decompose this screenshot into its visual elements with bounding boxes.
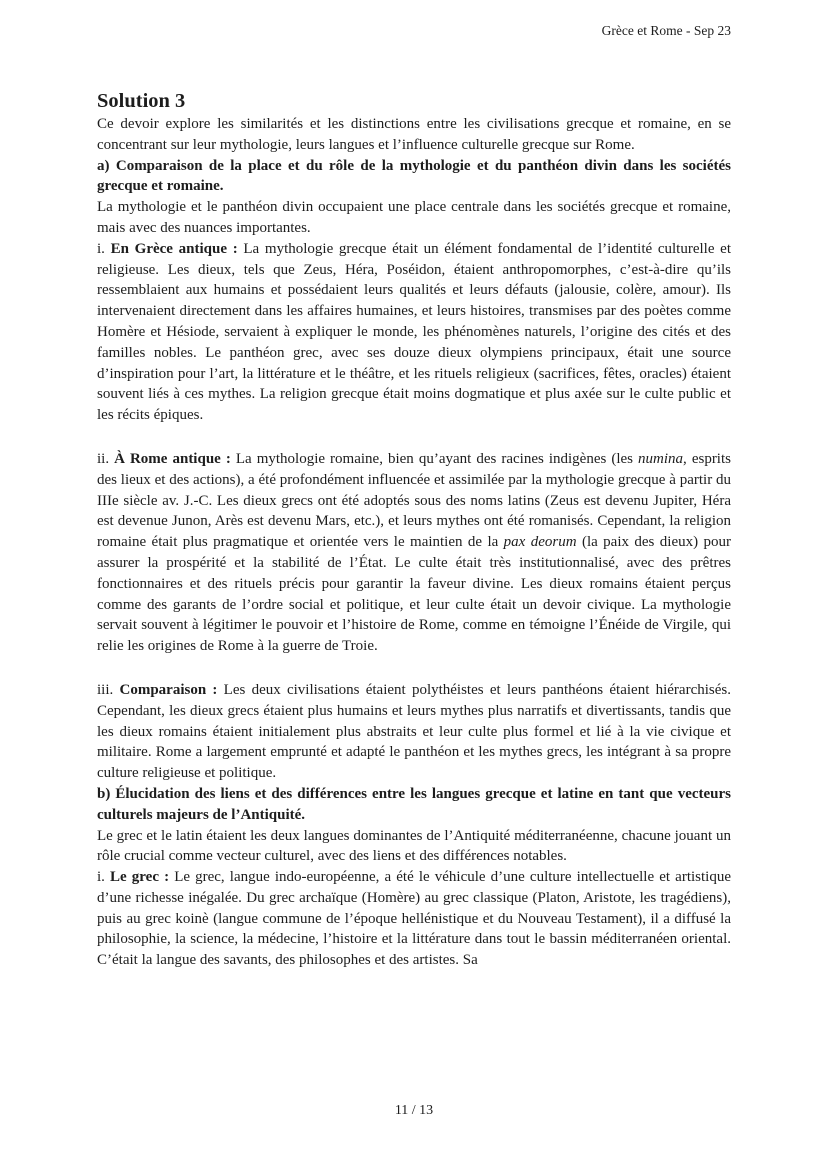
section-b-heading: b) Élucidation des liens et des différences entre les langues grecque et latine en tant que vecteurs culturels majeurs de l’Antiquité. xyxy=(97,785,731,823)
list-item-a-ii: ii. À Rome antique : La mythologie romaine, bien qu’ayant des racines indigènes (les numina, esprits des lieux et des actions), a été profondément influencée et assimilée par la mythologie grecque à partir du IIIe siècle av. J.-C. Les dieux grecs ont été adoptés sous des noms latins (Zeus est devenu Jupiter, Héra est devenue Junon, Arès est devenu Mars, etc.), et leurs mythes ont été romanisés. Cependant, la religion romaine était plus pragmatique et orientée vers le maintien de la pax deorum (la paix des dieux) pour assurer la prospérité et la stabilité de l’État. Le culte était très institutionnalisé, avec des prêtres fonctionnaires et des rituels précis pour garantir la faveur divine. Les dieux romains étaient perçus comme des garants de l’ordre social et politique, et leur culte était un devoir civique. La mythologie servait souvent à légitimer le pouvoir et l’histoire de Rome, comme en témoigne l’Énéide de Virgile, qui relie les origines de Rome à la guerre de Troie. xyxy=(97,450,731,655)
list-item-b-i: i. Le grec : Le grec, langue indo-européenne, a été le véhicule d’une culture intellectuelle et artistique d’une richesse inégalée. Du grec archaïque (Homère) au grec classique (Platon, Aristote, les tragédiens), puis au grec koinè (langue commune de l’époque hellénistique et du Nouveau Testament), il a diffusé la philosophie, la science, la médecine, l’histoire et la littérature dans tout le bassin méditerranéen oriental. C’était la langue des savants, des philosophes et des artistes. Sa xyxy=(97,869,731,969)
section-b-lead-paragraph: Le grec et le latin étaient les deux langues dominantes de l’Antiquité méditerranéenne, chacune jouant un rôle crucial comme vecteur culturel, avec des liens et des différences notables. xyxy=(97,827,731,865)
running-header: Grèce et Rome - Sep 23 xyxy=(601,23,731,38)
page-number: 11 / 13 xyxy=(394,1103,434,1118)
intro-paragraph: Ce devoir explore les similarités et les distinctions entre les civilisations grecque et romaine, en se concentrant sur leur mythologie, leurs langues et l’influence culturelle grecque sur Rome. xyxy=(97,116,731,153)
section-a-heading: a) Comparaison de la place et du rôle de la mythologie et du panthéon divin dans les sociétés grecque et romaine. xyxy=(97,157,731,195)
section-a-lead-paragraph: La mythologie et le panthéon divin occupaient une place centrale dans les sociétés grecque et romaine, mais avec des nuances importantes. xyxy=(97,199,731,236)
list-item-a-i: i. En Grèce antique : La mythologie grecque était un élément fondamental de l’identité culturelle et religieuse. Les dieux, tels que Zeus, Héra, Poséidon, étaient anthropomorphes, c’est-à-dire qu’ils ressemblaient aux humains et possédaient leurs qualités et leurs défauts (jalousie, colère, amour). Ils intervenaient directement dans les affaires humaines, et leurs histoires, transmises par des poètes comme Homère et Hésiode, servaient à expliquer le monde, les phénomènes naturels, l’origine des cités et des familles nobles. Le panthéon grec, avec ses douze dieux olympiens principaux, était une source d’inspiration pour l’art, la littérature et le théâtre, et les rituels religieux (sacrifices, fêtes, oracles) étaient souvent liés à ces mythes. La religion grecque était moins dogmatique et plus axée sur le culte public et les récits épiques. xyxy=(97,240,731,424)
page-title: Solution 3 xyxy=(97,90,186,112)
list-item-a-iii: iii. Comparaison : Les deux civilisations étaient polythéistes et leurs panthéons étaient hiérarchisés. Cependant, les dieux grecs étaient plus humains et leurs mythes plus narratifs et divertissants, tandis que les dieux romains étaient initialement plus abstraits et leur culte plus formel et lié à la vie civique et militaire. Rome a largement emprunté et adapté le panthéon et les mythes grecs, les intégrant à sa propre culture religieuse et politique. xyxy=(97,681,731,782)
page-body xyxy=(97,0,731,971)
